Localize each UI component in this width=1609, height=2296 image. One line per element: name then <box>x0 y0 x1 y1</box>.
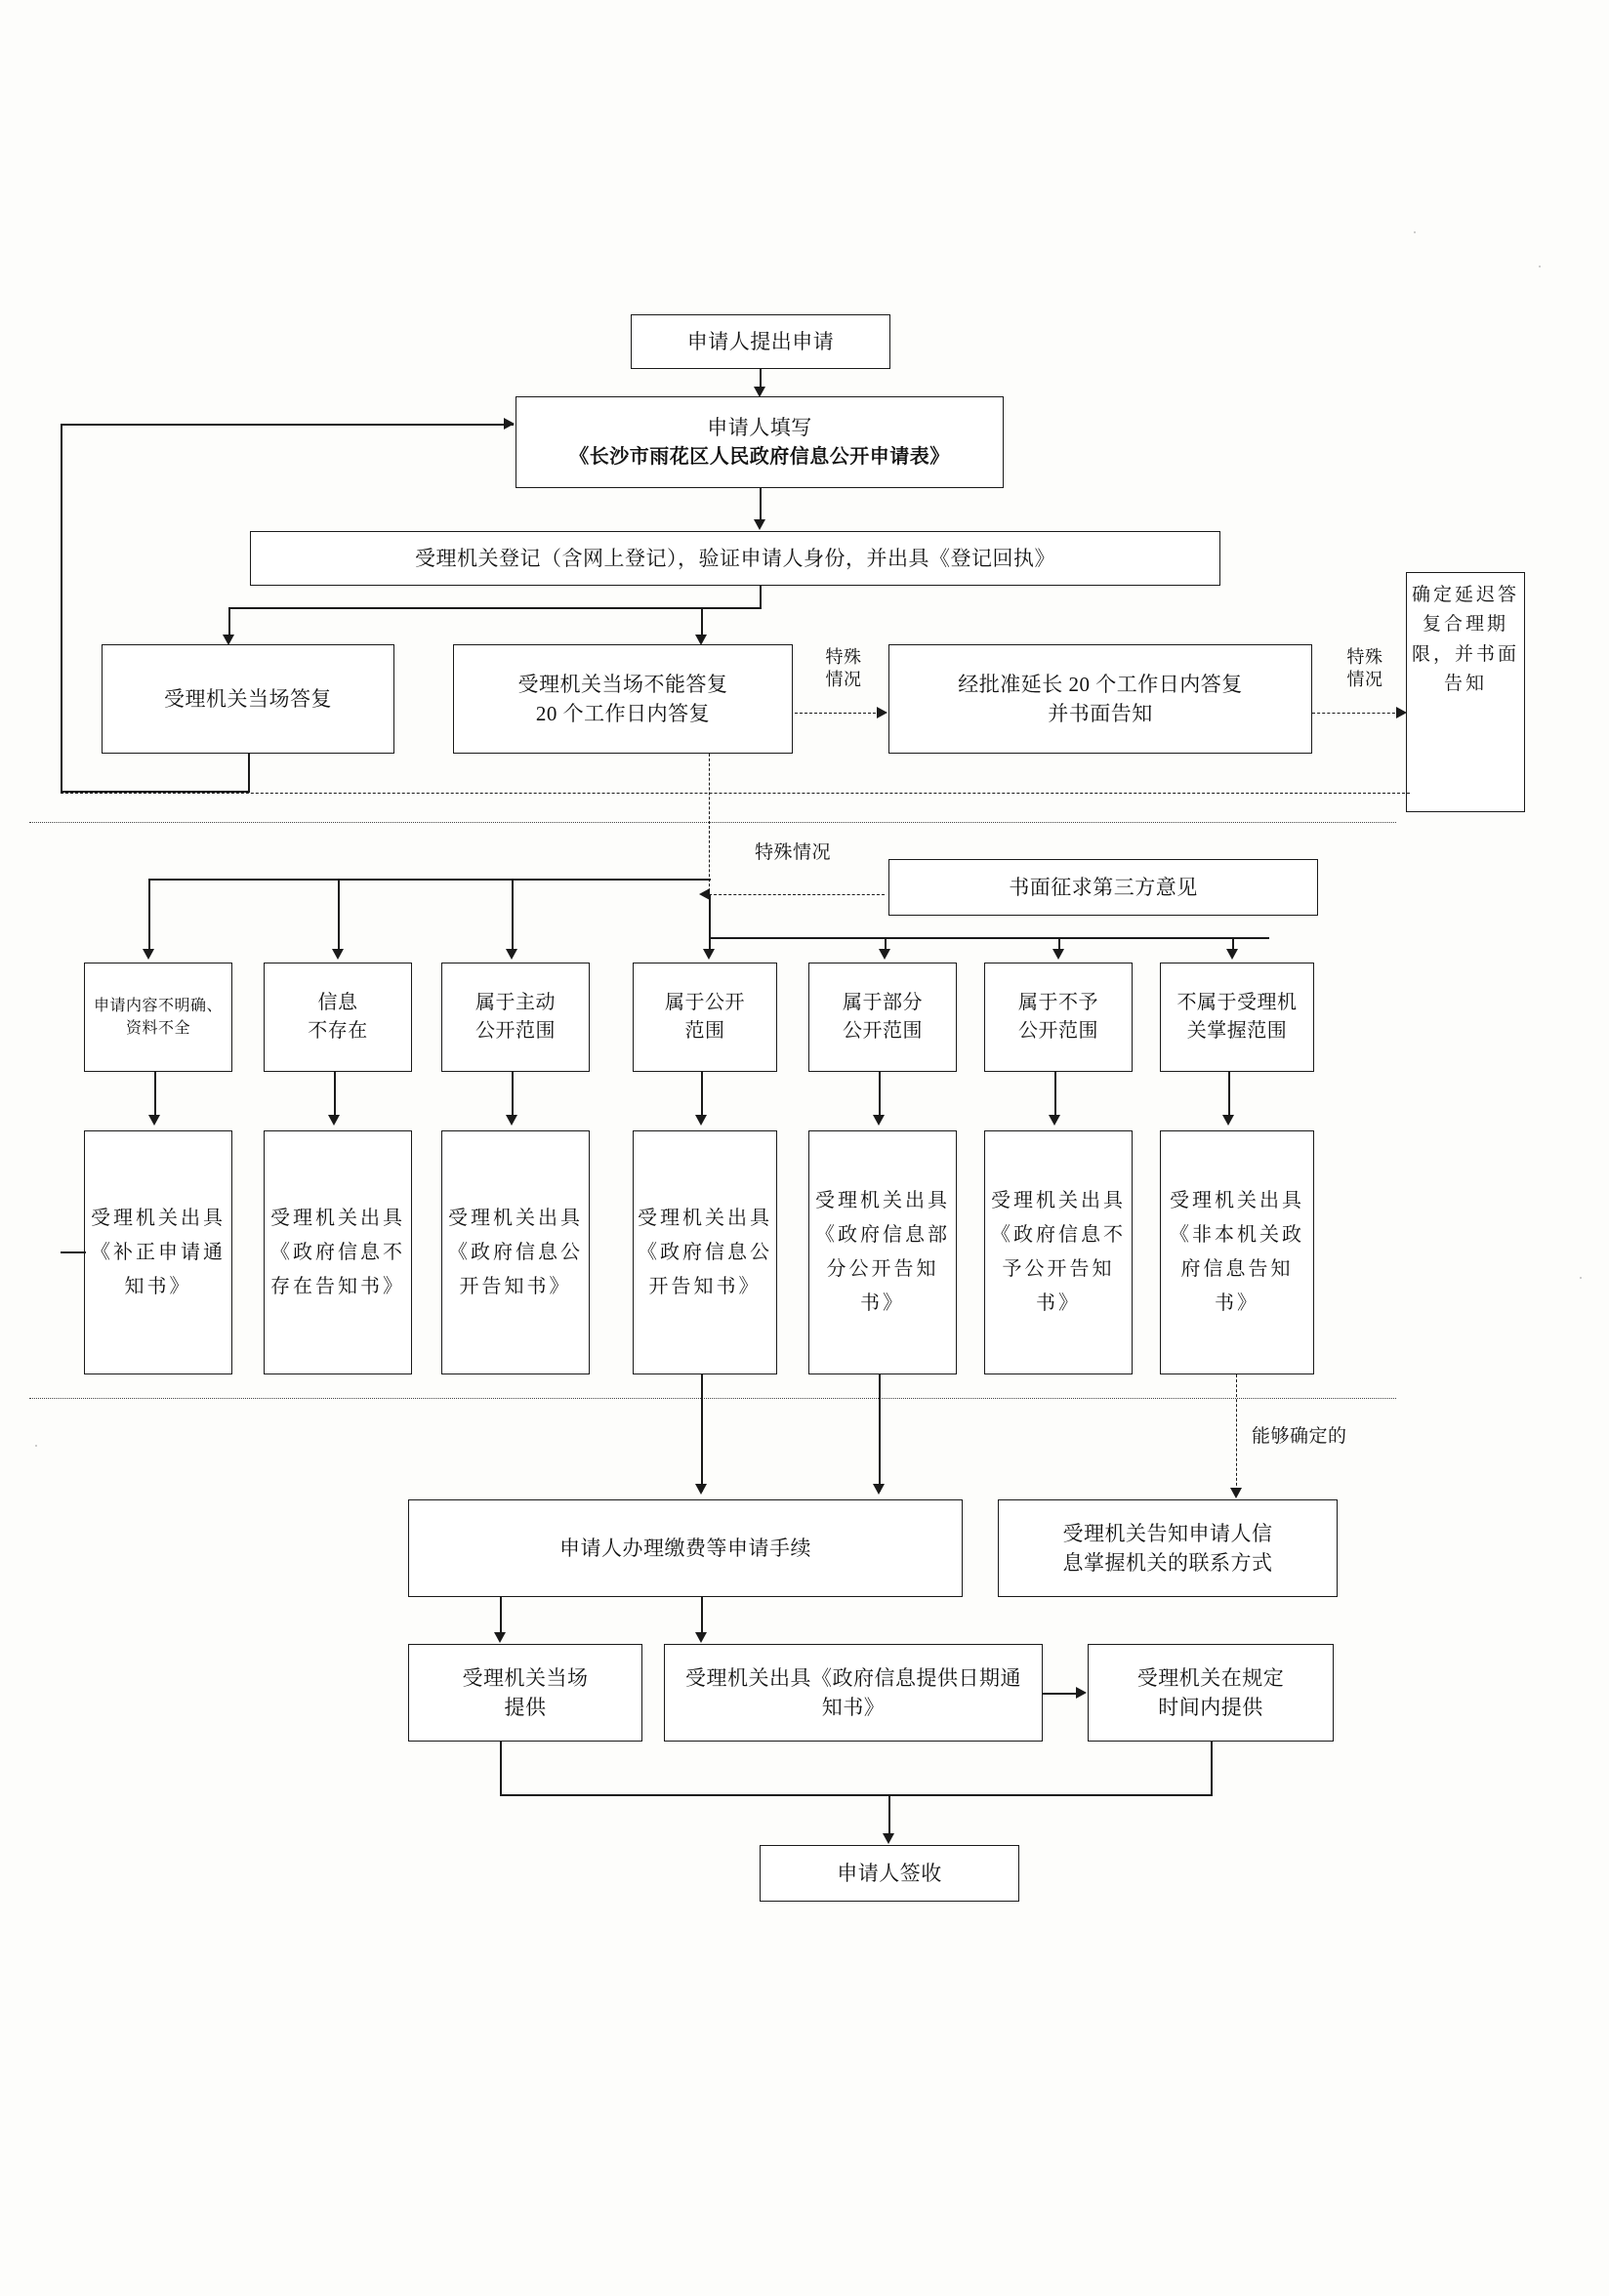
node-doc-not-held: 受理机关出具《非本机关政府信息告知书》 <box>1160 1130 1314 1374</box>
node-receipt: 申请人签收 <box>760 1845 1019 1902</box>
edge-label-special-2: 特殊 情况 <box>1346 647 1383 690</box>
section-divider-1 <box>29 822 1396 823</box>
edge-classification-bus-right <box>709 937 1269 939</box>
edge-cat2-to-doc2 <box>334 1072 336 1121</box>
node-cat-unclear: 申请内容不明确、资料不全 <box>84 963 232 1072</box>
node-doc-partial: 受理机关出具《政府信息部分公开告知书》 <box>808 1130 957 1374</box>
node-cat-not-held: 不属于受理机 关掌握范围 <box>1160 963 1314 1072</box>
node-pay-fees: 申请人办理缴费等申请手续 <box>408 1499 963 1597</box>
arrowhead-down <box>754 519 765 530</box>
edge-not-onsite-to-bus <box>709 754 710 896</box>
edge-cat6-to-doc6 <box>1054 1072 1056 1121</box>
edge-bus-drop <box>709 894 711 955</box>
arrowhead-down <box>703 949 715 960</box>
node-cat-partial: 属于部分 公开范围 <box>808 963 957 1072</box>
edge-doc-correction-to-left <box>61 1251 86 1253</box>
arrowhead-down <box>506 1115 517 1126</box>
node-contact-info: 受理机关告知申请人信 息掌握机关的联系方式 <box>998 1499 1338 1597</box>
edge-cat7-to-doc7 <box>1228 1072 1230 1121</box>
edge-provide-join-bus <box>500 1794 1213 1796</box>
edge-cat3-to-doc3 <box>512 1072 514 1121</box>
edge-cat5-to-doc5 <box>879 1072 881 1121</box>
edge-label-determinable: 能够确定的 <box>1252 1426 1347 1447</box>
arrowhead-down <box>1226 949 1238 960</box>
arrowhead-down <box>1230 1488 1242 1498</box>
edge-drop-cat1 <box>148 879 150 955</box>
node-extend-reply: 经批准延长 20 个工作日内答复 并书面告知 <box>888 644 1312 754</box>
arrowhead-down <box>695 1632 707 1643</box>
arrowhead-down <box>879 949 890 960</box>
scan-speck <box>1580 1277 1582 1279</box>
node-onsite-reply: 受理机关当场答复 <box>102 644 394 754</box>
arrowhead-right <box>877 707 887 718</box>
node-apply: 申请人提出申请 <box>631 314 890 369</box>
node-provide-date-notice: 受理机关出具《政府信息提供日期通知书》 <box>664 1644 1043 1742</box>
node-doc-active: 受理机关出具《政府信息公开告知书》 <box>441 1130 590 1374</box>
node-cat-not-exist: 信息 不存在 <box>264 963 412 1072</box>
edge-onsite-to-left <box>61 791 250 793</box>
edge-left-riser <box>61 424 62 793</box>
scan-speck <box>1539 266 1541 267</box>
edge-cat4-to-doc4 <box>701 1072 703 1121</box>
edge-drop-cat2 <box>338 879 340 955</box>
arrowhead-right <box>1076 1687 1087 1699</box>
node-doc-not-exist: 受理机关出具《政府信息不存在告知书》 <box>264 1130 412 1374</box>
arrowhead-down <box>695 1115 707 1126</box>
node-provide-within-time: 受理机关在规定 时间内提供 <box>1088 1644 1334 1742</box>
edge-label-special-1: 特殊 情况 <box>825 647 862 690</box>
edge-doc-public-to-pay <box>701 1374 703 1492</box>
node-register: 受理机关登记（含网上登记），验证申请人身份，并出具《登记回执》 <box>250 531 1220 586</box>
node-doc-correction: 受理机关出具《补正申请通知书》 <box>84 1130 232 1374</box>
arrowhead-down <box>328 1115 340 1126</box>
node-delay-decision: 确定延迟答复合理期限，并书面告知 <box>1406 572 1525 812</box>
edge-cat1-to-doc1 <box>154 1072 156 1121</box>
node-third-party-opinion: 书面征求第三方意见 <box>888 859 1318 916</box>
arrowhead-down <box>332 949 344 960</box>
arrowhead-down <box>695 1484 707 1495</box>
scan-speck <box>35 1445 37 1447</box>
node-cat-nondisclosure: 属于不予 公开范围 <box>984 963 1133 1072</box>
arrowhead-down <box>1222 1115 1234 1126</box>
arrowhead-down <box>873 1484 885 1495</box>
node-provide-onsite: 受理机关当场 提供 <box>408 1644 642 1742</box>
edge-onsite-down <box>248 754 250 793</box>
arrowhead-down <box>143 949 154 960</box>
edge-onsite-provide-down <box>500 1742 502 1796</box>
edge-register-bus <box>760 586 762 609</box>
section-divider-2 <box>29 1398 1396 1399</box>
arrowhead-right <box>504 418 515 430</box>
edge-drop-cat3 <box>512 879 514 955</box>
edge-extend-to-delay <box>1312 713 1400 714</box>
edge-not-onsite-to-extend <box>795 713 881 714</box>
node-cat-public: 属于公开 范围 <box>633 963 777 1072</box>
edge-third-party-return <box>709 894 885 895</box>
edge-delay-feedback <box>61 793 1410 794</box>
arrowhead-down <box>148 1115 160 1126</box>
edge-within-down <box>1211 1742 1213 1796</box>
arrowhead-down <box>1049 1115 1060 1126</box>
edge-classification-bus <box>148 879 711 881</box>
scan-speck <box>1414 231 1416 233</box>
edge-not-held-to-contact <box>1236 1374 1237 1496</box>
edge-doc-partial-to-pay <box>879 1374 881 1492</box>
edge-left-to-fill <box>61 424 514 426</box>
node-doc-nondisclosure: 受理机关出具《政府信息不予公开告知书》 <box>984 1130 1133 1374</box>
edge-label-special-3: 特殊情况 <box>754 842 831 863</box>
arrowhead-down <box>883 1833 894 1844</box>
arrowhead-down <box>506 949 517 960</box>
node-cat-active-disclosure: 属于主动 公开范围 <box>441 963 590 1072</box>
arrowhead-down <box>494 1632 506 1643</box>
edge-register-bus-h <box>228 607 762 609</box>
node-fill-form: 申请人填写 《长沙市雨花区人民政府信息公开申请表》 <box>516 396 1004 488</box>
node-not-onsite-reply: 受理机关当场不能答复 20 个工作日内答复 <box>453 644 793 754</box>
arrowhead-down <box>873 1115 885 1126</box>
arrowhead-down <box>1052 949 1064 960</box>
node-doc-public: 受理机关出具《政府信息公开告知书》 <box>633 1130 777 1374</box>
